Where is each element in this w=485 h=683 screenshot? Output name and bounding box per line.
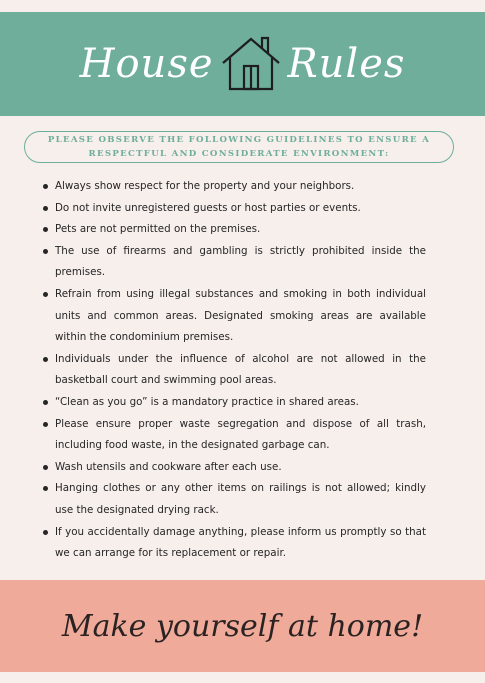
title-house: House bbox=[79, 41, 214, 87]
house-icon bbox=[220, 33, 282, 95]
rule-item: Hanging clothes or any other items on railings is not allowed; kindly use the designated drying rack. bbox=[42, 478, 426, 521]
footer-tagline: Make yourself at home! bbox=[61, 608, 424, 644]
rule-item: The use of firearms and gambling is strictly prohibited inside the premises. bbox=[42, 241, 426, 284]
rule-item: Wash utensils and cookware after each use. bbox=[42, 457, 426, 479]
notice-line-1: PLEASE OBSERVE THE FOLLOWING GUIDELINES TO ENSURE A bbox=[47, 135, 431, 145]
guidelines-notice bbox=[24, 131, 454, 163]
rule-item: Please ensure proper waste segregation and dispose of all trash, including food waste, in the designated garbage can. bbox=[42, 414, 426, 457]
rule-item: Do not invite unregistered guests or host parties or events. bbox=[42, 198, 426, 220]
rule-item: Always show respect for the property and your neighbors. bbox=[42, 176, 426, 198]
footer-banner bbox=[0, 580, 485, 672]
title-rules: Rules bbox=[287, 41, 406, 87]
rules-list bbox=[42, 176, 426, 565]
notice-line-2: RESPECTFUL AND CONSIDERATE ENVIRONMENT: bbox=[88, 149, 390, 159]
rule-item: Refrain from using illegal substances and smoking in both individual units and common areas. Designated smoking areas are available within the condominium premises. bbox=[42, 284, 426, 349]
header-banner bbox=[0, 12, 485, 116]
rule-item: Pets are not permitted on the premises. bbox=[42, 219, 426, 241]
rule-item: If you accidentally damage anything, please inform us promptly so that we can arrange for its replacement or repair. bbox=[42, 522, 426, 565]
rule-item: “Clean as you go” is a mandatory practice in shared areas. bbox=[42, 392, 426, 414]
rule-item: Individuals under the influence of alcohol are not allowed in the basketball court and swimming pool areas. bbox=[42, 349, 426, 392]
